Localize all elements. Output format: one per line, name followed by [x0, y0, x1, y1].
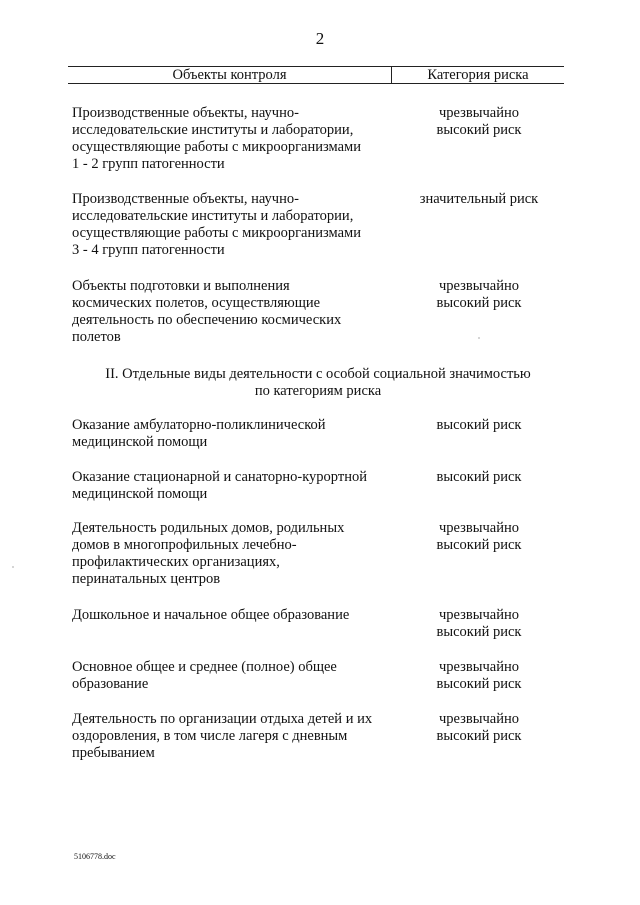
control-object [72, 711, 402, 762]
control-object-line: домов в многопрофильных лечебно- [72, 537, 297, 553]
control-object-line: Оказание стационарной и санаторно-курортной [72, 469, 367, 485]
risk-category-line: высокий риск [436, 728, 522, 744]
risk-category [404, 278, 554, 312]
risk-category-line: высокий риск [436, 676, 522, 692]
control-object-line: исследовательские институты и лаборатории, [72, 208, 354, 224]
control-object-line: осуществляющие работы с микроорганизмами [72, 225, 361, 241]
table-header-category: Категория риска [427, 67, 529, 83]
control-object-line: Деятельность по организации отдыха детей и их [72, 711, 373, 727]
risk-category-line: чрезвычайно [439, 278, 519, 294]
control-object-line: осуществляющие работы с микроорганизмами [72, 139, 361, 155]
risk-category-line: чрезвычайно [439, 105, 519, 121]
risk-category [404, 711, 554, 745]
control-object-line: образование [72, 676, 149, 692]
control-object-line: Деятельность родильных домов, родильных [72, 520, 345, 536]
control-object-line: деятельность по обеспечению космических [72, 312, 342, 328]
risk-category-line: высокий риск [436, 469, 522, 485]
control-object [72, 469, 402, 503]
footer-filename: 5106778.doc [74, 852, 116, 861]
control-object [72, 105, 402, 173]
risk-category-line: высокий риск [436, 295, 522, 311]
control-object-line: Основное общее и среднее (полное) общее [72, 659, 337, 675]
control-object-line: исследовательские институты и лаборатории, [72, 122, 354, 138]
page-number: 2 [315, 29, 325, 48]
control-object-line: оздоровления, в том числе лагеря с дневным [72, 728, 348, 744]
control-object-line: 3 - 4 групп патогенности [72, 242, 225, 258]
risk-category [404, 105, 554, 139]
risk-category-line: чрезвычайно [439, 607, 519, 623]
control-object-line: Объекты подготовки и выполнения [72, 278, 290, 294]
risk-category-line: высокий риск [436, 537, 522, 553]
scan-speck [12, 566, 14, 568]
control-object [72, 659, 402, 693]
risk-category [404, 659, 554, 693]
control-object-line: космических полетов, осуществляющие [72, 295, 321, 311]
control-object [72, 520, 402, 588]
risk-category-line: чрезвычайно [439, 520, 519, 536]
control-object [72, 607, 402, 624]
control-object-line: медицинской помощи [72, 486, 208, 502]
control-object-line: медицинской помощи [72, 434, 208, 450]
control-object-line: профилактических организациях, [72, 554, 280, 570]
control-object [72, 278, 402, 346]
control-object [72, 417, 402, 451]
table-header-objects: Объекты контроля [172, 67, 287, 83]
section-heading [72, 366, 564, 400]
risk-category-line: значительный риск [419, 191, 539, 207]
risk-category-line: высокий риск [436, 417, 522, 433]
control-object-line: 1 - 2 групп патогенности [72, 156, 225, 172]
risk-category-line: чрезвычайно [439, 711, 519, 727]
risk-category-line: высокий риск [436, 624, 522, 640]
control-object-line: Дошкольное и начальное общее образование [72, 607, 350, 623]
risk-category-line: чрезвычайно [439, 659, 519, 675]
control-object-line: Оказание амбулаторно-поликлинической [72, 417, 326, 433]
risk-category [404, 417, 554, 434]
section-heading-line: по категориям риска [254, 383, 382, 399]
section-heading-line: II. Отдельные виды деятельности с особой социальной значимостью [105, 366, 531, 382]
risk-category [404, 607, 554, 641]
control-object-line: полетов [72, 329, 121, 345]
control-object-line: Производственные объекты, научно- [72, 105, 299, 121]
risk-category-line: высокий риск [436, 122, 522, 138]
control-object [72, 191, 402, 259]
risk-category [404, 469, 554, 486]
control-object-line: Производственные объекты, научно- [72, 191, 299, 207]
risk-category [404, 191, 554, 208]
scan-speck [478, 337, 480, 339]
control-object-line: пребыванием [72, 745, 155, 761]
risk-category [404, 520, 554, 554]
control-object-line: перинатальных центров [72, 571, 221, 587]
